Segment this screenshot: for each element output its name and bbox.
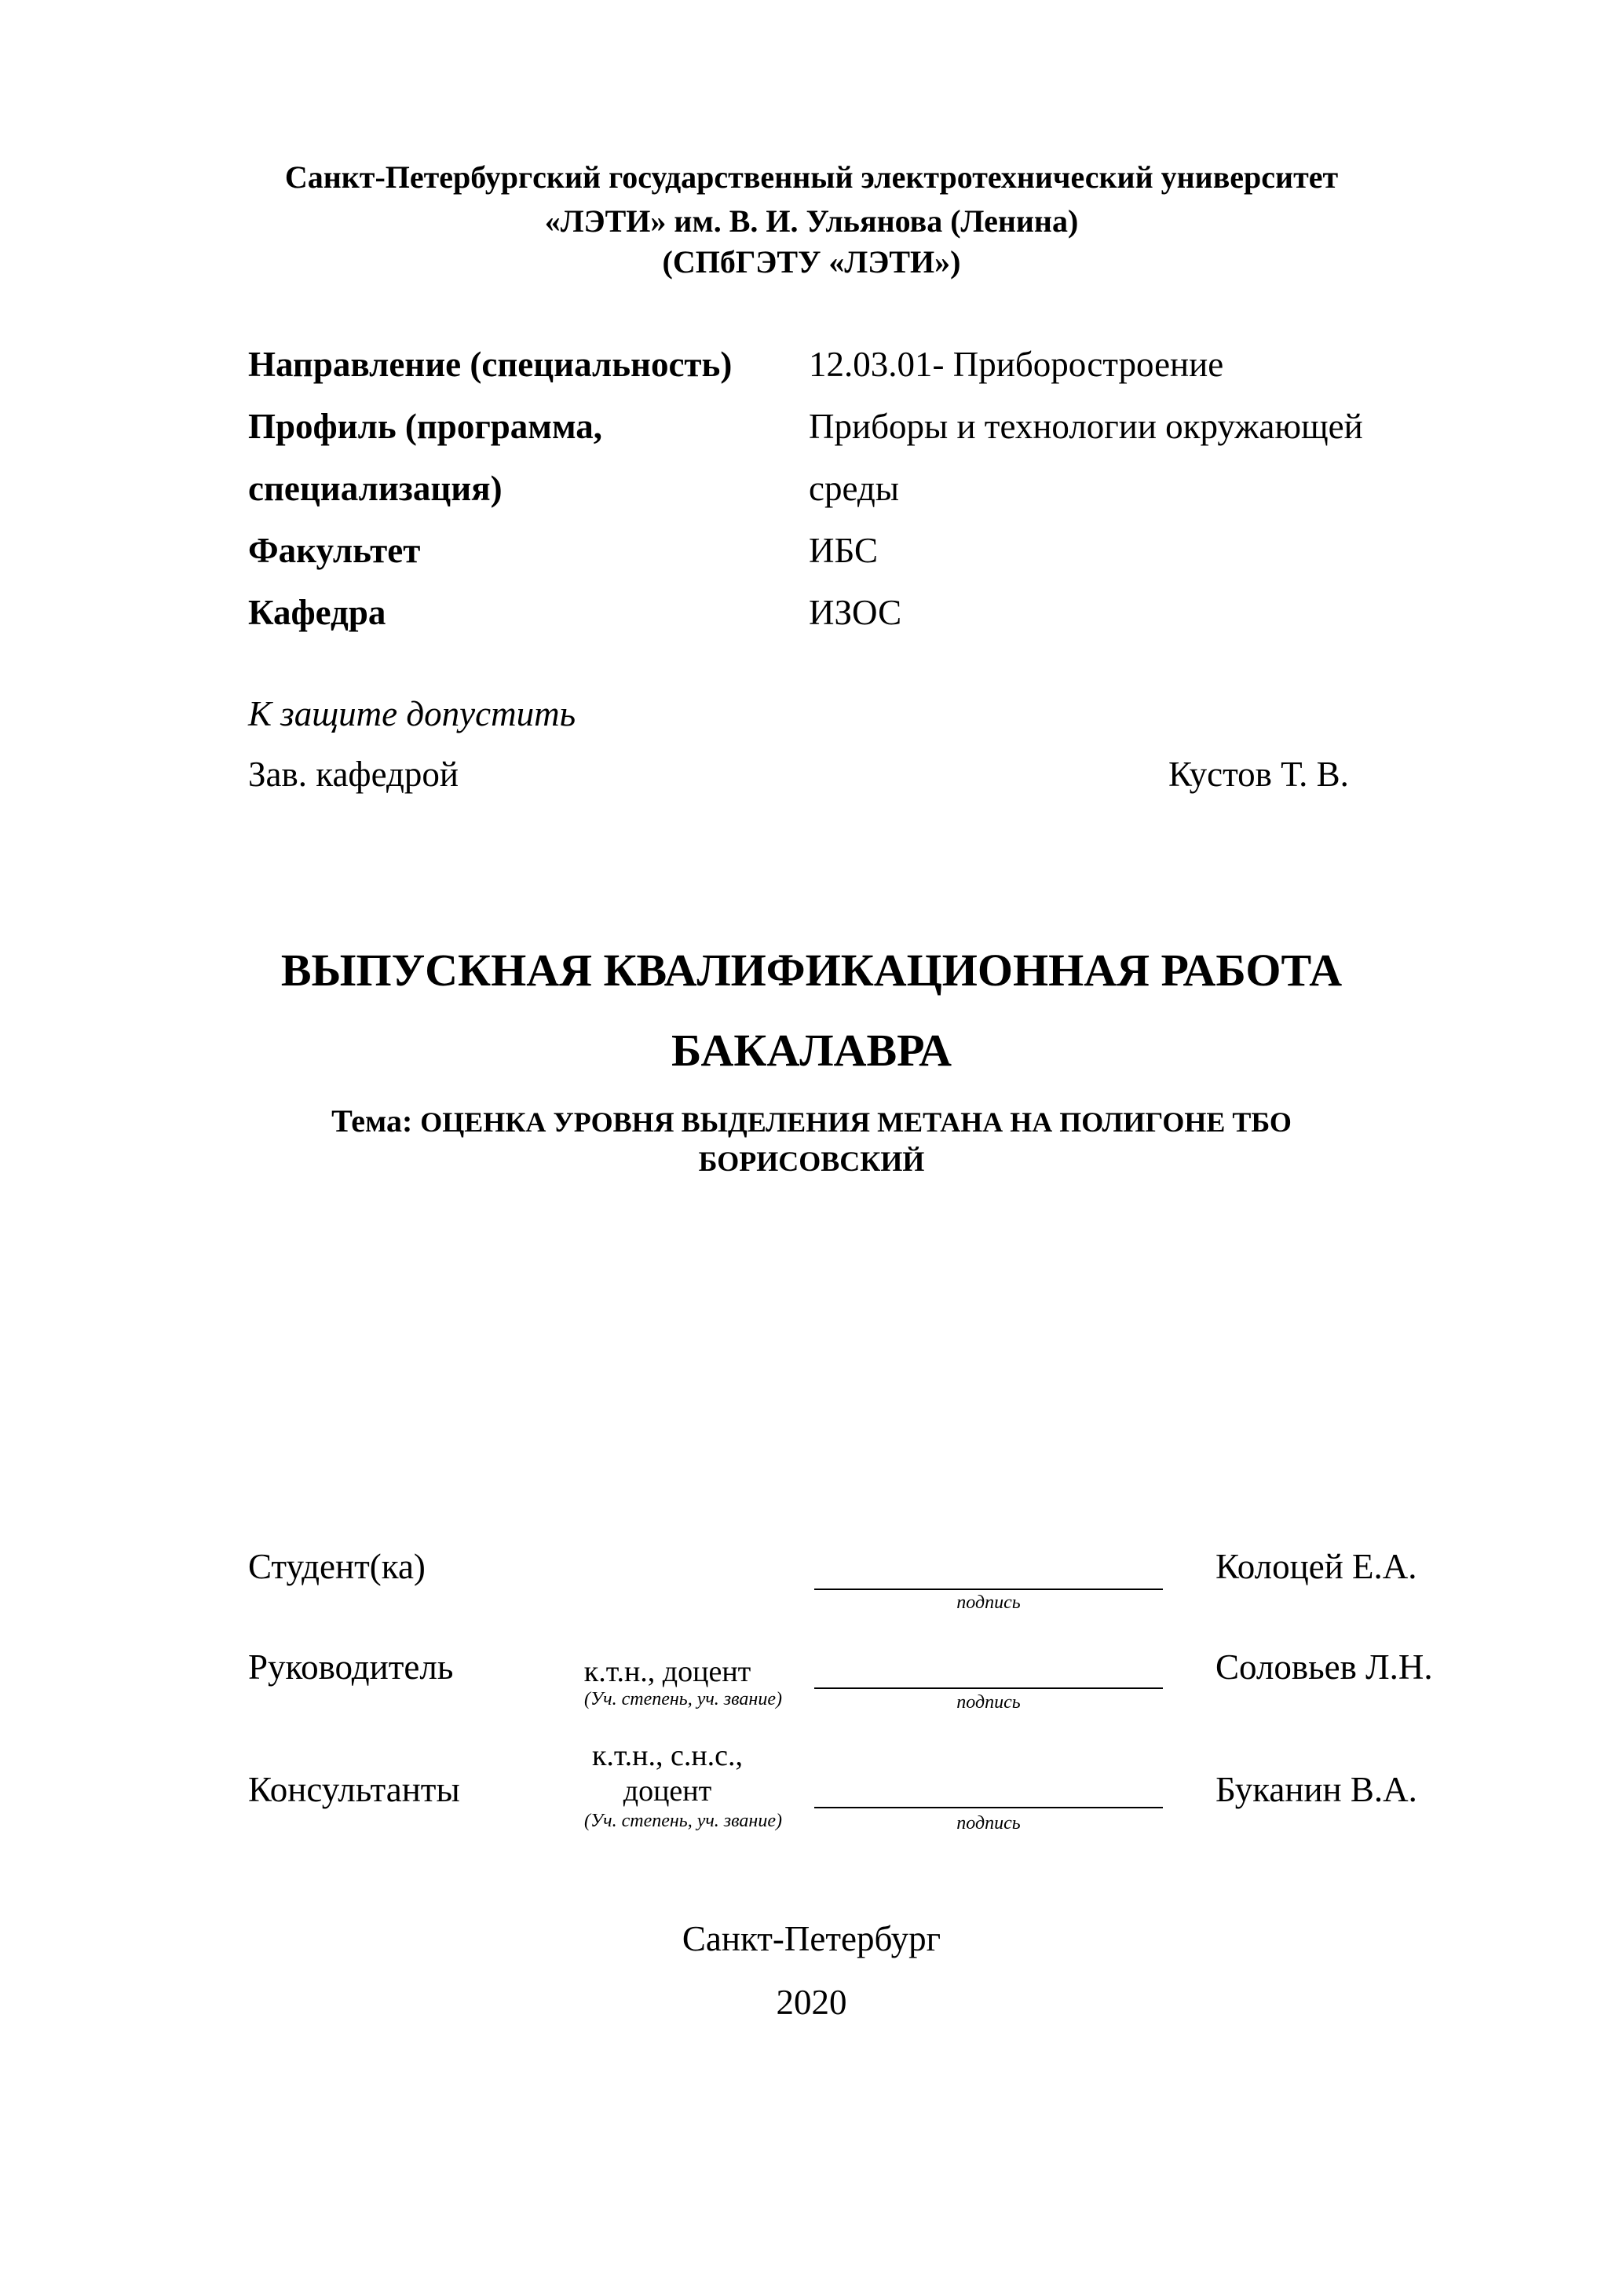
info-value: Приборы и технологии окружающей [809,407,1363,446]
rank-caption: (Уч. степень, уч. звание) [584,1689,782,1709]
university-name: Санкт-Петербургский государственный электротехнический университет [284,159,1339,195]
signature-line [814,1589,1163,1590]
info-label: Факультет [248,531,421,570]
signature-line [814,1687,1163,1689]
consultant-rank-line1: к.т.н., с.н.с., [591,1739,744,1772]
info-label: специализация) [248,469,503,508]
head-label: Зав. кафедрой [248,755,459,794]
info-value: ИЗОС [809,593,902,632]
title-line1: ВЫПУСКНАЯ КВАЛИФИКАЦИОННАЯ РАБОТА [280,945,1343,996]
topic-line2: БОРИСОВСКИЙ [698,1146,925,1177]
city: Санкт-Петербург [682,1919,941,1958]
student-name: Колоцей Е.А. [1215,1547,1417,1586]
student-role: Студент(ка) [248,1547,426,1586]
title-line2: БАКАЛАВРА [671,1025,952,1076]
year: 2020 [776,1983,847,2022]
rank-caption: (Уч. степень, уч. звание) [584,1811,782,1831]
info-value: 12.03.01- Приборостроение [809,345,1224,384]
topic-text: ОЦЕНКА УРОВНЯ ВЫДЕЛЕНИЯ МЕТАНА НА ПОЛИГОНЕ ТБО [420,1106,1292,1138]
consultant-name: Буканин В.А. [1215,1770,1417,1809]
university-name-line2: «ЛЭТИ» им. В. И. Ульянова (Ленина) [544,203,1079,239]
signature-caption: подпись [956,1692,1021,1713]
signature-caption: подпись [956,1813,1021,1834]
signature-line [814,1807,1163,1808]
supervisor-name: Соловьев Л.Н. [1215,1647,1433,1687]
topic-line1 [0,1103,1623,1139]
info-label: Профиль (программа, [248,407,603,446]
topic-label: Тема: [331,1103,413,1139]
consultant-role: Консультанты [248,1770,460,1809]
head-name: Кустов Т. В. [1168,755,1349,794]
info-value: ИБС [809,531,879,570]
university-abbr: (СПбГЭТУ «ЛЭТИ») [662,244,961,280]
signature-caption: подпись [956,1592,1021,1613]
supervisor-role: Руководитель [248,1647,454,1687]
admit-label: К защите допустить [248,694,576,733]
consultant-rank-line2: доцент [623,1775,712,1808]
supervisor-rank: к.т.н., доцент [583,1655,751,1688]
info-value: среды [809,469,899,508]
info-label: Направление (специальность) [248,345,733,384]
info-label: Кафедра [248,593,386,632]
